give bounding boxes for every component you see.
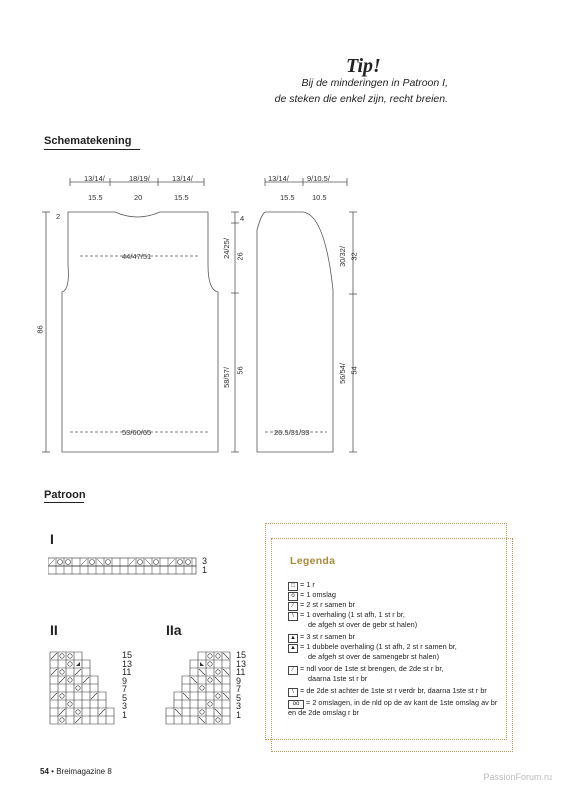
- sleeve-top-dim-1-b: 15.5: [280, 193, 295, 202]
- k2tog-icon: ⁄: [288, 602, 298, 611]
- body-right-c1: 58/57/: [221, 367, 231, 388]
- chart-ii-row: 1: [122, 709, 128, 720]
- legend-text: = 1 overhaling (1 st afh, 1 st r br,: [300, 610, 405, 619]
- legend-item: [288, 642, 497, 652]
- chart-iia-label: IIa: [166, 622, 182, 638]
- cross-right-icon: ⁄: [288, 666, 298, 675]
- chart-ii-row: 3: [122, 701, 128, 711]
- chart-ii-row: 9: [122, 675, 128, 686]
- page-number: 54: [40, 767, 49, 776]
- legend-text: = 1 r: [300, 580, 315, 589]
- chart-iia-row: 11: [236, 667, 246, 677]
- legend-item: [288, 664, 497, 674]
- chart-ii-row: 15: [122, 650, 133, 660]
- chart-iia-row: 15: [236, 650, 247, 660]
- legend-text: = 2 st r samen br: [300, 600, 355, 609]
- legend-item: [288, 610, 497, 620]
- skpo-icon: \: [288, 612, 298, 621]
- page-footer: [40, 767, 112, 776]
- legend-text: = 1 dubbele overhaling (1 st afh, 2 st r samen br,: [300, 642, 457, 651]
- sleeve-right-b1: 56/54/: [337, 363, 347, 384]
- sleeve-schematic: [255, 170, 370, 460]
- legend-text: = 2 omslagen, in de nld op de av kant de 1ste omslag av br: [306, 698, 498, 707]
- chart-iia-grid: [164, 650, 236, 730]
- legend-text: = de 2de st achter de 1ste st r verdr br, daarna 1ste st r br: [300, 686, 487, 695]
- body-top-dim-2-b: 20: [134, 193, 143, 202]
- chart-ii-row: 11: [122, 667, 132, 677]
- sleeve-top-dim-2-b: 10.5: [312, 193, 327, 202]
- chart-iia-row: 9: [236, 675, 242, 686]
- patroon-heading: Patroon: [44, 489, 86, 501]
- tip-line-1: Bij de minderingen in Patroon I,: [301, 77, 448, 89]
- schema-heading: Schematekening: [44, 135, 132, 147]
- chart-ii-row: 5: [122, 692, 128, 703]
- body-chest: 44/47/51: [122, 252, 152, 261]
- legend-text: = ndl voor de 1ste st brengen, de 2de st r br,: [300, 664, 444, 673]
- body-right-b1: 24/25/: [221, 238, 231, 259]
- legend-item-cont: de afgeh st over de gebr st halen): [308, 620, 418, 629]
- chart-ii-grid: [48, 650, 120, 730]
- knit-icon: □: [288, 582, 298, 591]
- body-top-dim-1-a: 13/14/: [84, 174, 105, 183]
- sleeve-right-b2: 54: [349, 366, 359, 375]
- double-decrease-icon: ▲: [288, 644, 298, 653]
- chart-iia-row: 5: [236, 692, 242, 703]
- legend-item: [288, 600, 497, 610]
- sleeve-right-a2: 32: [349, 252, 359, 261]
- chart-iia-row: 1: [236, 709, 242, 720]
- body-right-b2: 26: [235, 252, 245, 261]
- body-left-total: 86: [35, 325, 45, 334]
- legend-list: [288, 580, 497, 720]
- patroon-heading-underline: [44, 502, 84, 503]
- legend-item: [288, 590, 497, 600]
- chart-i-grid: [48, 556, 200, 578]
- sleeve-top-dim-1-a: 13/14/: [268, 174, 289, 183]
- chart-ii-row: 7: [122, 684, 128, 694]
- body-top-dim-2-a: 18/19/: [129, 174, 150, 183]
- footer-separator: •: [51, 767, 54, 776]
- chart-ii-row-numbers: [122, 651, 132, 719]
- cross-left-icon: \: [288, 688, 298, 697]
- legend-item: [288, 632, 497, 642]
- body-hem: 53/60/65: [122, 428, 152, 437]
- tip-line-2: de steken die enkel zijn, recht breien.: [274, 93, 448, 105]
- chart-ii-row: 13: [122, 658, 133, 669]
- chart-i-label: I: [50, 531, 54, 547]
- magazine-name: Breimagazine 8: [56, 767, 112, 776]
- body-top-dim-3-b: 15.5: [174, 193, 189, 202]
- body-schematic: [40, 170, 240, 460]
- legend-item: [288, 686, 497, 698]
- legend-item: [288, 698, 497, 708]
- yarn-over-icon: o: [288, 592, 298, 601]
- body-right-a: 4: [240, 214, 245, 223]
- legend-text: = 1 omslag: [300, 590, 336, 599]
- double-yarn-over-icon: oo: [288, 700, 304, 709]
- chart-iia-row: 7: [236, 684, 242, 694]
- legend-item-cont: en de 2de omslag r br: [288, 708, 359, 717]
- sleeve-right-a1: 30/32/: [337, 246, 347, 267]
- chart-iia-row-numbers: [236, 651, 246, 719]
- body-top-dim-3-a: 13/14/: [172, 174, 193, 183]
- watermark: PassionForum.ru: [483, 772, 552, 782]
- chart-i-row-1: 1: [202, 565, 208, 575]
- legend-item: [288, 580, 497, 590]
- k3tog-icon: ▲: [288, 634, 298, 643]
- chart-iia-row: 13: [236, 658, 247, 669]
- tip-title: Tip!: [346, 55, 381, 77]
- legend-text: = 3 st r samen br: [300, 632, 355, 641]
- legend-item-cont: de afgeh st over de samengebr st halen): [308, 652, 440, 661]
- chart-iia-row: 3: [236, 701, 242, 711]
- body-left-small: 2: [56, 212, 61, 221]
- legend-title: Legenda: [290, 555, 336, 567]
- chart-ii-label: II: [50, 622, 58, 638]
- legend-item-cont: daarna 1ste st r br: [308, 674, 368, 683]
- sleeve-cuff: 26.5/31/33: [274, 428, 310, 437]
- sleeve-top-dim-2-a: 9/10.5/: [307, 174, 330, 183]
- schema-heading-underline: [44, 149, 140, 150]
- body-right-c2: 56: [235, 366, 245, 375]
- chart-i-row-3: 3: [202, 556, 208, 566]
- body-top-dim-1-b: 15.5: [88, 193, 103, 202]
